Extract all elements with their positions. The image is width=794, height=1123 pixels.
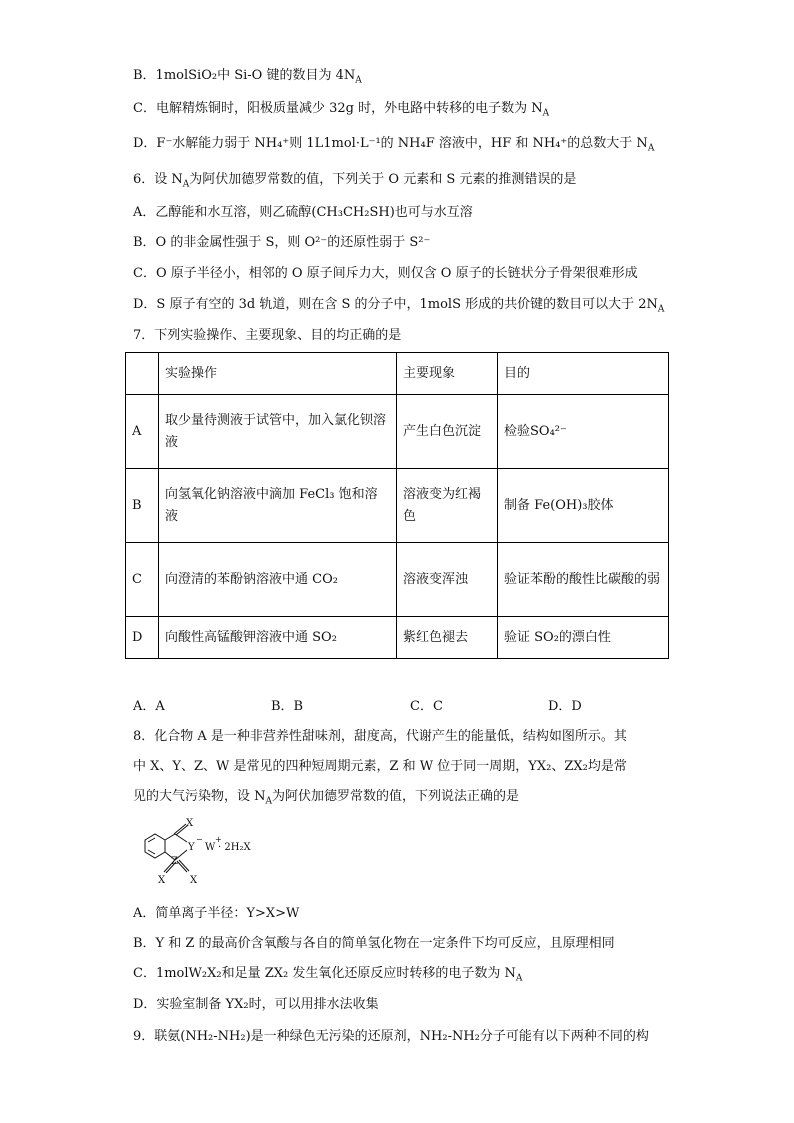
table-row bbox=[126, 469, 669, 543]
table-cell: C bbox=[126, 543, 159, 617]
q6-option-a: A．乙醇能和水互溶，则乙硫醇(CH₃CH₂SH)也可与水互溶 bbox=[133, 205, 473, 220]
q5-option-c: C．电解精炼铜时，阳极质量减少 32g 时，外电路中转移的电子数为 $N_A$ bbox=[133, 101, 550, 119]
table-cell: 检验SO₄²⁻ bbox=[498, 395, 669, 469]
q5-option-b: B．1molSiO₂中 Si-O 键的数目为 $4N_A$ bbox=[133, 68, 362, 86]
table-header-cell bbox=[126, 353, 159, 395]
svg-text:+: + bbox=[215, 835, 222, 844]
q5-option-d: D．F⁻水解能力弱于 NH₄⁺则 1L1mol·L⁻¹的 NH₄F 溶液中，HF 和 NH₄⁺的总数大于 $N_A$ bbox=[133, 136, 655, 154]
table-cell: 制备 Fe(OH)₃胶体 bbox=[498, 469, 669, 543]
q7-choice-a: A．A bbox=[133, 699, 165, 714]
compound-a-structure bbox=[133, 818, 273, 890]
table-cell: 向澄清的苯酚钠溶液中通 CO₂ bbox=[159, 543, 397, 617]
q8-option-d: D．实验室制备 YX₂时，可以用排水法收集 bbox=[133, 997, 379, 1012]
q6-option-b: B．O 的非金属性强于 S，则 O²⁻的还原性弱于 S²⁻ bbox=[133, 235, 431, 250]
q8-option-c: C．1molW₂X₂和足量 ZX₂ 发生氧化还原反应时转移的电子数为 $N_A$ bbox=[133, 966, 523, 984]
table-cell: 验证苯酚的酸性比碳酸的弱 bbox=[498, 543, 669, 617]
structure-atom-label: X bbox=[190, 875, 198, 886]
q6-option-d: D．S 原子有空的 3d 轨道，则在含 S 的分子中，1molS 形成的共价键的数目可以大于 $2N_A$ bbox=[133, 297, 665, 315]
q7-table bbox=[125, 352, 669, 659]
table-row bbox=[126, 543, 669, 617]
table-cell: 溶液变浑浊 bbox=[397, 543, 498, 617]
table-cell: 紫红色褪去 bbox=[397, 617, 498, 659]
q9-stem: 9．联氨(NH₂-NH₂)是一种绿色无污染的还原剂，NH₂-NH₂分子可能有以下两种不同的构 bbox=[133, 1029, 649, 1044]
table-cell: 向酸性高锰酸钾溶液中通 SO₂ bbox=[159, 617, 397, 659]
structure-atom-label: X bbox=[158, 875, 166, 886]
table-header-cell: 目的 bbox=[498, 353, 669, 395]
structure-atom-label: Y bbox=[188, 842, 195, 853]
q7-choice-c: C．C bbox=[410, 699, 443, 714]
q8-stem-line3: 见的大气污染物，设 $N_A$为阿伏加德罗常数的值，下列说法正确的是 bbox=[133, 789, 520, 807]
svg-text:−: − bbox=[196, 835, 203, 844]
q7-stem: 7．下列实验操作、主要现象、目的均正确的是 bbox=[133, 328, 402, 343]
q8-stem-line2: 中 X、Y、Z、W 是常见的四种短周期元素，Z 和 W 位于同一周期，YX₂、ZX₂均是常 bbox=[133, 759, 627, 774]
table-cell: A bbox=[126, 395, 159, 469]
table-cell: 向氢氧化钠溶液中滴加 FeCl₃ 饱和溶液 bbox=[159, 469, 397, 543]
table-row bbox=[126, 617, 669, 659]
table-cell: 取少量待测液于试管中，加入氯化钡溶液 bbox=[159, 395, 397, 469]
structure-atom-label: X bbox=[186, 818, 194, 829]
table-header-cell: 实验操作 bbox=[159, 353, 397, 395]
q8-option-a: A．简单离子半径：Y>X>W bbox=[133, 906, 300, 921]
q8-option-b: B．Y 和 Z 的最高价含氧酸与各自的简单氢化物在一定条件下均可反应，且原理相同 bbox=[133, 936, 615, 951]
table-cell: D bbox=[126, 617, 159, 659]
table-header-row bbox=[126, 353, 669, 395]
structure-atom-label: Z bbox=[171, 856, 178, 867]
q8-stem-line1: 8．化合物 A 是一种非营养性甜味剂，甜度高，代谢产生的能量低，结构如图所示。其 bbox=[133, 729, 627, 744]
q7-choice-b: B．B bbox=[271, 699, 304, 714]
structure-suffix: · 2H₂X bbox=[218, 842, 251, 853]
table-header-cell: 主要现象 bbox=[397, 353, 498, 395]
table-cell: B bbox=[126, 469, 159, 543]
q6-option-c: C．O 原子半径小，相邻的 O 原子间斥力大，则仅含 O 原子的长链状分子骨架很难形成 bbox=[133, 266, 638, 281]
table-cell: 溶液变为红褐色 bbox=[397, 469, 498, 543]
table-row bbox=[126, 395, 669, 469]
table-cell: 产生白色沉淀 bbox=[397, 395, 498, 469]
table-cell: 验证 SO₂的漂白性 bbox=[498, 617, 669, 659]
structure-atom-label: W bbox=[205, 842, 216, 853]
q6-stem: 6．设 $N_A$为阿伏加德罗常数的值，下列关于 O 元素和 S 元素的推测错误的是 bbox=[133, 172, 577, 190]
q7-choice-d: D．D bbox=[548, 699, 582, 714]
